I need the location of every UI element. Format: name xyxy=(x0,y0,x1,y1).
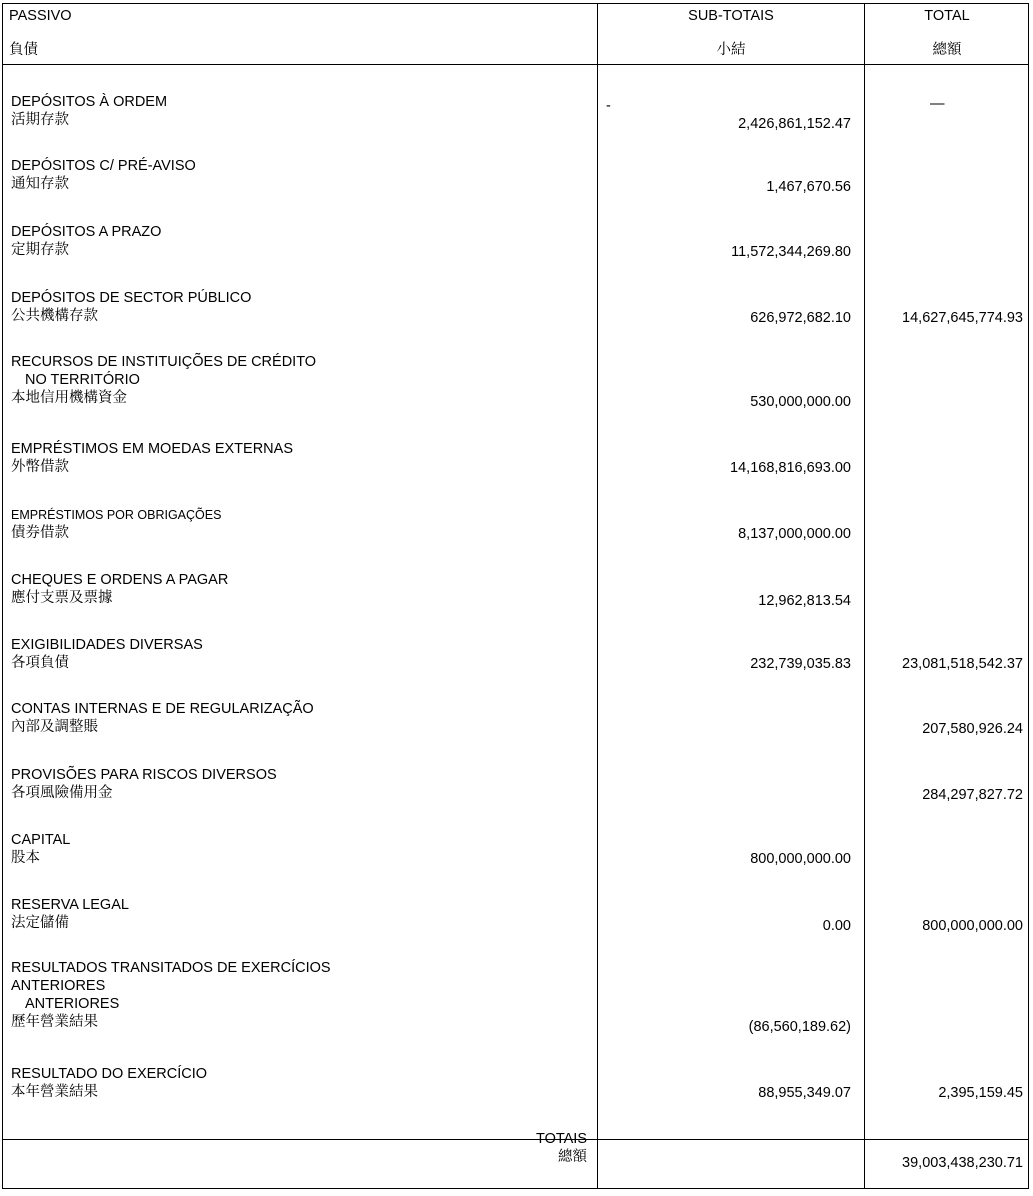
totals-divider xyxy=(2,1139,1029,1140)
row-label xyxy=(11,506,221,542)
header-total-zh: 總額 xyxy=(932,42,962,58)
row-label xyxy=(11,831,70,867)
row-label-pt: RESULTADO DO EXERCÍCIO xyxy=(11,1066,208,1082)
header-subtotais-pt: SUB-TOTAIS xyxy=(688,8,774,24)
row-subtotal: 626,972,682.10 xyxy=(750,310,851,326)
row-label-zh: 各項風險備用金 xyxy=(11,785,113,801)
row-label-pt-continued: ANTERIORES xyxy=(11,978,106,994)
header-passivo-zh: 負債 xyxy=(9,42,38,58)
row-label xyxy=(11,766,277,802)
row-label-pt: PROVISÕES PARA RISCOS DIVERSOS xyxy=(11,767,277,783)
row-label xyxy=(11,93,167,129)
totals-label-zh: 總額 xyxy=(558,1149,587,1165)
row-subtotal: 232,739,035.83 xyxy=(750,656,851,672)
row-label-pt: DEPÓSITOS À ORDEM xyxy=(11,94,168,110)
row-label xyxy=(11,700,314,736)
row-label-zh: 法定儲備 xyxy=(11,915,69,931)
row-label-zh: 歷年營業結果 xyxy=(11,1014,98,1030)
column-divider-total xyxy=(864,3,865,1189)
row-label xyxy=(11,959,331,1031)
row-label-zh: 股本 xyxy=(11,850,40,866)
row-label xyxy=(11,289,251,325)
row-label-pt: RESULTADOS TRANSITADOS DE EXERCÍCIOS xyxy=(11,960,331,976)
row-subtotal: 14,168,816,693.00 xyxy=(730,460,851,476)
row-label-pt: EMPRÉSTIMOS EM MOEDAS EXTERNAS xyxy=(11,441,293,457)
row-total: 800,000,000.00 xyxy=(922,918,1023,934)
row-subtotal: 8,137,000,000.00 xyxy=(738,526,851,542)
row-label xyxy=(11,1065,207,1101)
row-label-zh: 各項負債 xyxy=(11,655,69,671)
header-passivo-pt: PASSIVO xyxy=(9,8,72,24)
row-label-pt: EMPRÉSTIMOS POR OBRIGAÇÕES xyxy=(11,508,222,522)
row-label xyxy=(11,896,129,932)
header-total-pt: TOTAL xyxy=(924,8,970,24)
row-total: 284,297,827.72 xyxy=(922,787,1023,803)
row-subtotal: 11,572,344,269.80 xyxy=(731,244,851,260)
row-subtotal: 0.00 xyxy=(822,918,851,934)
row-label-pt: CONTAS INTERNAS E DE REGULARIZAÇÃO xyxy=(11,701,314,717)
row-label-zh: 外幣借款 xyxy=(11,459,69,475)
totals-label xyxy=(536,1130,587,1166)
row-total: 207,580,926.24 xyxy=(922,721,1023,737)
row-subtotal: 88,955,349.07 xyxy=(758,1085,851,1101)
row-subtotal: 1,467,670.56 xyxy=(766,179,851,195)
row-label-pt: EXIGIBILIDADES DIVERSAS xyxy=(11,637,203,653)
row-label xyxy=(11,636,203,672)
row-label xyxy=(11,353,316,407)
row-label xyxy=(11,223,161,259)
row-label-pt-continued: ANTERIORES xyxy=(25,996,120,1012)
row-label-zh: 債券借款 xyxy=(11,525,69,541)
row-label xyxy=(11,571,228,607)
row-label-zh: 本年營業結果 xyxy=(11,1084,98,1100)
row-label-zh: 應付支票及票據 xyxy=(11,590,113,606)
row-label-pt: DEPÓSITOS DE SECTOR PÚBLICO xyxy=(11,290,252,306)
row-label-zh: 通知存款 xyxy=(11,176,69,192)
total-dash-mark: — xyxy=(930,96,945,112)
row-label-pt-continued: NO TERRITÓRIO xyxy=(25,372,140,388)
row-label-pt: RECURSOS DE INSTITUIÇÕES DE CRÉDITO xyxy=(11,354,317,370)
row-label xyxy=(11,157,196,193)
row-label-zh: 本地信用機構資金 xyxy=(11,390,127,406)
row-total: 2,395,159.45 xyxy=(938,1085,1023,1101)
row-subtotal: 530,000,000.00 xyxy=(750,394,851,410)
totals-label-pt: TOTAIS xyxy=(535,1131,587,1147)
row-label-zh: 活期存款 xyxy=(11,112,69,128)
row-label xyxy=(11,440,293,476)
column-divider-subtotal xyxy=(597,3,598,1189)
row-total: 14,627,645,774.93 xyxy=(902,310,1023,326)
row-label-pt: RESERVA LEGAL xyxy=(11,897,129,913)
grand-total-value: 39,003,438,230.71 xyxy=(902,1155,1023,1171)
row-label-zh: 公共機構存款 xyxy=(11,308,98,324)
row-subtotal: 800,000,000.00 xyxy=(750,851,851,867)
row-subtotal: 2,426,861,152.47 xyxy=(738,116,851,132)
header-subtotais-zh: 小結 xyxy=(716,42,746,58)
row-subtotal: 12,962,813.54 xyxy=(758,593,851,609)
row-label-zh: 內部及調整賬 xyxy=(11,719,98,735)
row-label-pt: DEPÓSITOS A PRAZO xyxy=(11,224,162,240)
header-divider xyxy=(2,64,1029,65)
row-label-zh: 定期存款 xyxy=(11,242,69,258)
subtotal-dash-mark: - xyxy=(606,98,611,114)
row-total: 23,081,518,542.37 xyxy=(902,656,1023,672)
row-subtotal: (86,560,189.62) xyxy=(748,1019,851,1035)
row-label-pt: CAPITAL xyxy=(11,832,71,848)
row-label-pt: DEPÓSITOS C/ PRÉ-AVISO xyxy=(11,158,196,174)
row-label-pt: CHEQUES E ORDENS A PAGAR xyxy=(11,572,229,588)
